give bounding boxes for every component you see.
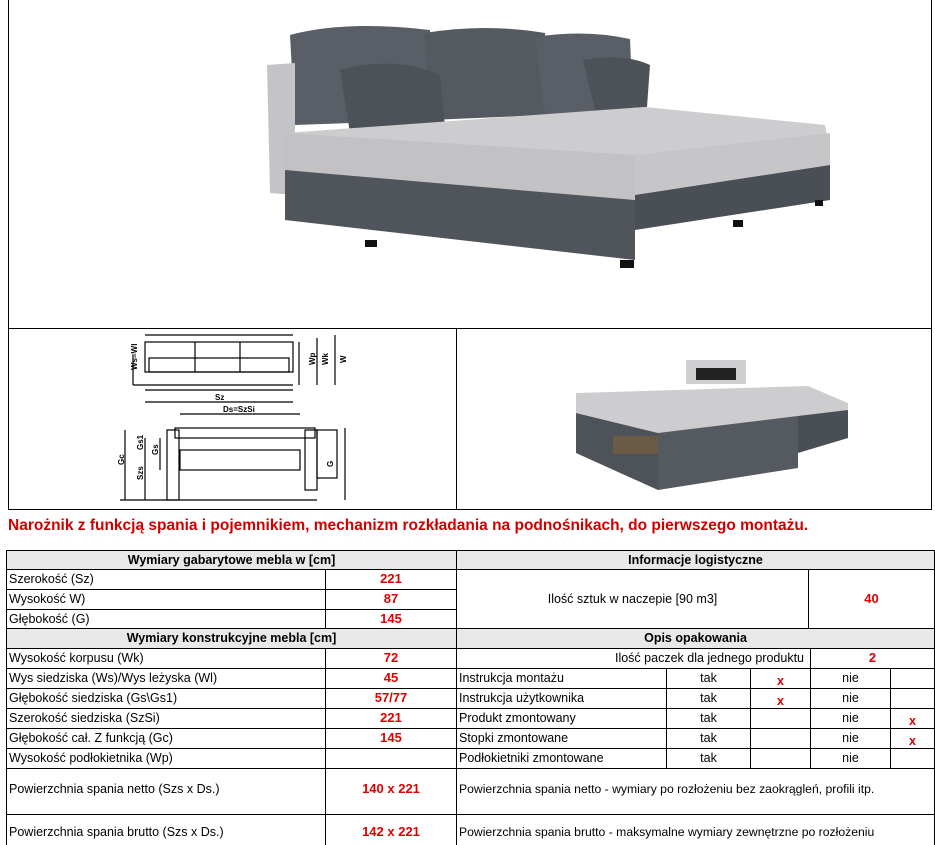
pack-row-label: Produkt zmontowany (459, 711, 576, 725)
pack-nie-x: x (909, 714, 916, 728)
sofa-bed-unfolded-image (568, 358, 853, 493)
dim-label: Szerokość (Sz) (9, 572, 94, 586)
corner-sofa-image (255, 15, 845, 270)
pack-tak: tak (700, 711, 717, 725)
note-netto: Powierzchnia spania netto - wymiary po rozłożeniu bez zaokrągleń, profili itp. (459, 782, 875, 796)
logistics-label: Ilość sztuk w naczepie [90 m3] (547, 592, 718, 606)
pack-nie-x: x (909, 734, 916, 748)
label-gs: Gs (151, 444, 160, 455)
note-brutto: Powierzchnia spania brutto - maksymalne wymiary zewnętrzne po rozłożeniu (459, 825, 875, 839)
pack-tak: tak (700, 751, 717, 765)
divider (8, 328, 932, 329)
construction-label: Głębokość siedziska (Gs\Gs1) (9, 691, 178, 705)
packages-value: 2 (868, 650, 877, 665)
logistics-header: Informacje logistyczne (457, 551, 934, 569)
label-w: W (339, 355, 348, 363)
pack-row-label: Instrukcja użytkownika (459, 691, 585, 705)
pack-nie: nie (842, 711, 859, 725)
pack-tak-x: x (777, 674, 784, 688)
pack-nie: nie (842, 731, 859, 745)
pack-tak: tak (700, 731, 717, 745)
dimension-diagram (105, 330, 355, 508)
construction-value: 221 (380, 710, 402, 725)
label-wp: Wp (308, 352, 317, 365)
label-gc: Gc (117, 454, 126, 465)
divider (8, 509, 932, 510)
construction-value: 140 x 221 (362, 781, 420, 796)
pack-tak: tak (700, 671, 717, 685)
construction-label: Głębokość cał. Z funkcją (Gc) (9, 731, 173, 745)
pack-row-label: Stopki zmontowane (459, 731, 569, 745)
label-sz: Sz (215, 393, 225, 402)
pack-row-label: Instrukcja montażu (459, 671, 564, 685)
border-right (931, 328, 932, 510)
construction-value: 57/77 (374, 690, 408, 705)
dimensions-header: Wymiary gabarytowe mebla w [cm] (7, 551, 456, 569)
construction-label: Wys siedziska (Ws)/Wys leżyska (Wl) (9, 671, 218, 685)
construction-header: Wymiary konstrukcyjne mebla [cm] (7, 629, 456, 648)
construction-label: Powierzchnia spania netto (Szs x Ds.) (9, 782, 220, 796)
dim-value: 87 (383, 591, 399, 606)
dim-value: 145 (380, 611, 402, 626)
label-g: G (326, 460, 335, 467)
border-left (8, 328, 9, 510)
pack-nie: nie (842, 671, 859, 685)
product-heading: Narożnik z funkcją spania i pojemnikiem, mechanizm rozkładania na podnośnikach, do pierwszego montażu. (8, 517, 809, 534)
pack-tak: tak (700, 691, 717, 705)
construction-label: Szerokość siedziska (SzSi) (9, 711, 160, 725)
dim-label: Głębokość (G) (9, 612, 90, 626)
pack-row-label: Podłokietniki zmontowane (459, 751, 604, 765)
dim-label: Wysokość W) (9, 592, 86, 606)
row-line (6, 768, 935, 769)
pack-nie: nie (842, 691, 859, 705)
construction-label: Wysokość podłokietnika (Wp) (9, 751, 173, 765)
construction-value: 142 x 221 (362, 824, 420, 839)
spec-table (0, 548, 935, 845)
construction-value: 45 (383, 670, 399, 685)
label-wk: Wk (321, 353, 330, 365)
label-ws-wl: Ws=Wl (130, 343, 139, 370)
construction-value: 72 (383, 650, 399, 665)
construction-value: 145 (380, 730, 402, 745)
construction-label: Powierzchnia spania brutto (Szs x Ds.) (9, 825, 224, 839)
row-line (6, 814, 935, 815)
label-gs1: Gs1 (136, 434, 145, 450)
label-ds: Ds=SzSi (223, 405, 255, 414)
packages-label: Ilość paczek dla jednego produktu (614, 651, 804, 665)
pack-tak-x: x (777, 694, 784, 708)
logistics-value: 40 (864, 591, 879, 606)
border-mid (456, 328, 457, 510)
packaging-header: Opis opakowania (457, 629, 934, 648)
construction-label: Wysokość korpusu (Wk) (9, 651, 144, 665)
pack-nie: nie (842, 751, 859, 765)
dim-value: 221 (380, 571, 402, 586)
label-szs: Szs (136, 466, 145, 480)
